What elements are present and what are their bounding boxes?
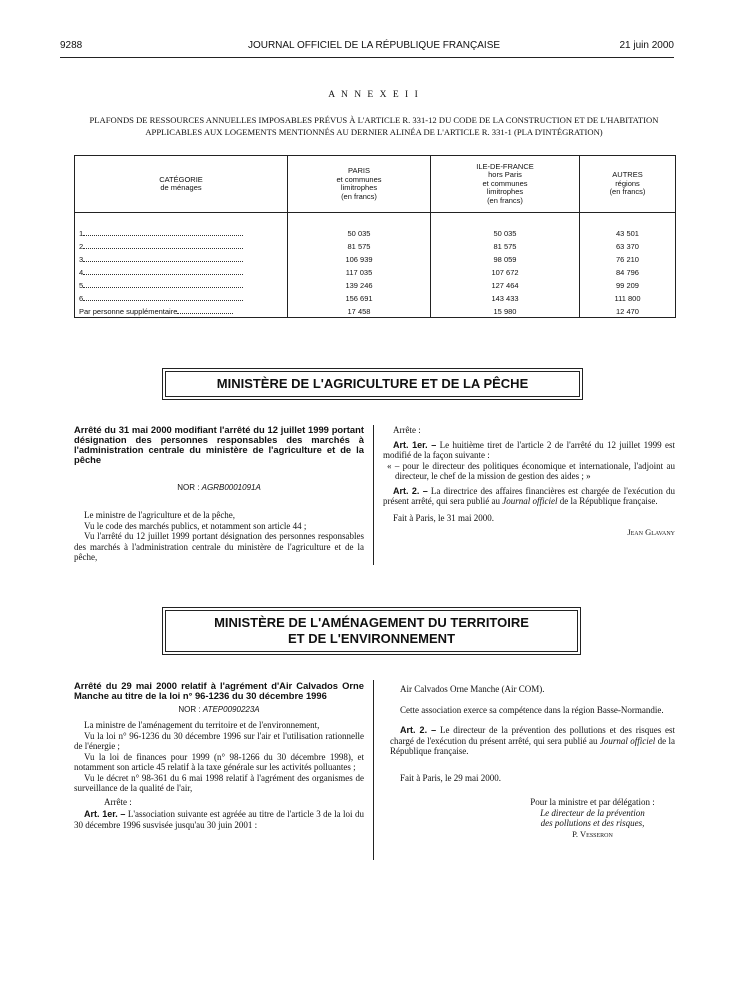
arrete-title: Arrêté du 31 mai 2000 modifiant l'arrêté du 12 juillet 1999 portant désignation des personnes responsables des marchés à l'administration centrale du ministère de l'agriculture et de la pêche: [74, 424, 364, 465]
column-divider: [373, 425, 374, 565]
col-header-autres: AUTRES régions (en francs): [580, 156, 676, 213]
article-1: Art. 1er. – Le huitième tiret de l'article 2 de l'arrêté du 12 juillet 1999 est modifié de la façon suivante :: [383, 439, 675, 460]
header-rule: [60, 57, 674, 58]
table-row: Par personne supplémentaire 17 458 15 980 12 470: [75, 305, 676, 318]
issue-date: 21 juin 2000: [619, 40, 674, 51]
amenagement-right-column: [390, 684, 675, 839]
table-row: 6 156 691 143 433 111 800: [75, 292, 676, 305]
fait-a-paris: Fait à Paris, le 31 mai 2000.: [393, 512, 494, 523]
arrete-title: Arrêté du 29 mai 2000 relatif à l'agrément d'Air Calvados Orne Manche au titre de la loi n° 96-1236 du 30 décembre 1996: [74, 680, 364, 701]
table-row: 5 139 246 127 464 99 209: [75, 279, 676, 292]
col-header-ile-de-france: ILE-DE-FRANCE hors Paris et communes limitrophes (en francs): [431, 156, 580, 213]
journal-title: JOURNAL OFFICIEL DE LA RÉPUBLIQUE FRANÇAISE: [247, 40, 501, 51]
col-header-categorie: CATÉGORIE de ménages: [75, 156, 288, 213]
fait-a-paris: Fait à Paris, le 29 mai 2000.: [400, 772, 501, 783]
signature: Jean Glavany: [627, 527, 675, 537]
article-2: Art. 2. – La directrice des affaires financières est chargée de l'exécution du présent arrêté, qui sera publié au Journal officiel de la République française.: [383, 485, 675, 506]
page-number: 9288: [60, 40, 83, 51]
resources-table: [74, 155, 676, 318]
agriculture-right-column: [383, 425, 675, 538]
article-1: Art. 1er. – L'association suivante est agréée au titre de l'article 3 de la loi du 30 décembre 1996 susvisée jusqu'au 30 juin 2001 :: [74, 809, 365, 830]
annexe-subtitle: PLAFONDS DE RESSOURCES ANNUELLES IMPOSABLES PRÉVUS À L'ARTICLE R. 331-12 DU CODE DE LA CONSTRUCTION ET DE L'HABITATION APPLICABLES AUX LOGEMENTS MENTIONNÉS AU DERNIER ALINÉA DE L'ARTICLE R. 331-1 (PLA D'INTÉGRATION): [89, 115, 659, 137]
table-row: 4 117 035 107 672 84 796: [75, 266, 676, 279]
article-1-quote: « – pour le directeur des politiques économique et internationale, l'adjoint au directeur, le chef de la mission de gestion des aides ; »: [387, 460, 675, 481]
table-row: 1 50 035 50 035 43 501: [75, 227, 676, 240]
agriculture-left-column: [74, 425, 364, 563]
arrete-word: Arrête :: [393, 425, 421, 435]
article-2: Art. 2. – Le directeur de la prévention des pollutions et des risques est chargé de l'exécution du présent arrêté, qui sera publié au Journal officiel de la République française.: [390, 725, 676, 756]
table-header-row: [75, 156, 676, 213]
arrete-word: Arrête :: [104, 796, 132, 807]
col-header-paris: PARIS et communes limitrophes (en francs): [288, 156, 431, 213]
arrete-preamble: La ministre de l'aménagement du territoire et de l'environnement, Vu la loi n° 96-1236 du 30 décembre 1996 sur l'air et l'utilisation rationnelle de l'énergie ; Vu la loi de finances pour 1999 (n° 98-1266 du 30 décembre 1998), et notamment son article 45 relatif à la taxe générale sur les activités polluantes ; Vu le décret n° 98-361 du 6 mai 1998 relatif à l'agrément des organismes de surveillance de la qualité de l'air, Arrête : Art. 1er. – L'association suivante est agréée au titre de l'article 3 de la loi du 30 décembre 1996 susvisée jusqu'au 30 juin 2001 :: [74, 720, 365, 830]
nor-reference: NOR : AGRB0001091A: [177, 483, 261, 492]
table-row: 3 106 939 98 059 76 210: [75, 253, 676, 266]
annexe-title: A N N E X E I I: [328, 90, 420, 100]
region-text: Cette association exerce sa compétence dans la région Basse-Normandie.: [400, 704, 664, 715]
signature: P. Vesseron: [572, 828, 613, 839]
nor-reference: NOR : ATEP0090223A: [178, 705, 260, 714]
table-spacer-row: [75, 213, 676, 228]
amenagement-left-column: [74, 681, 364, 830]
ministry-agriculture-banner: MINISTÈRE DE L'AGRICULTURE ET DE LA PÊCHE: [165, 371, 580, 397]
association-name: Air Calvados Orne Manche (Air COM).: [400, 684, 545, 694]
ministry-amenagement-banner: MINISTÈRE DE L'AMÉNAGEMENT DU TERRITOIRE ET DE L'ENVIRONNEMENT: [165, 610, 578, 652]
table-row: 2 81 575 81 575 63 370: [75, 240, 676, 253]
arrete-preamble: Le ministre de l'agriculture et de la pêche, Vu le code des marchés publics, et notamment son article 44 ; Vu l'arrêté du 12 juillet 1999 portant désignation des personnes responsables des marchés à l'administration centrale du ministère de l'agriculture et de la pêche,: [74, 510, 364, 562]
column-divider: [373, 680, 374, 860]
delegation-block: Pour la ministre et par délégation : Le directeur de la prévention des pollutions et des risques, P. Vesseron: [390, 797, 675, 839]
